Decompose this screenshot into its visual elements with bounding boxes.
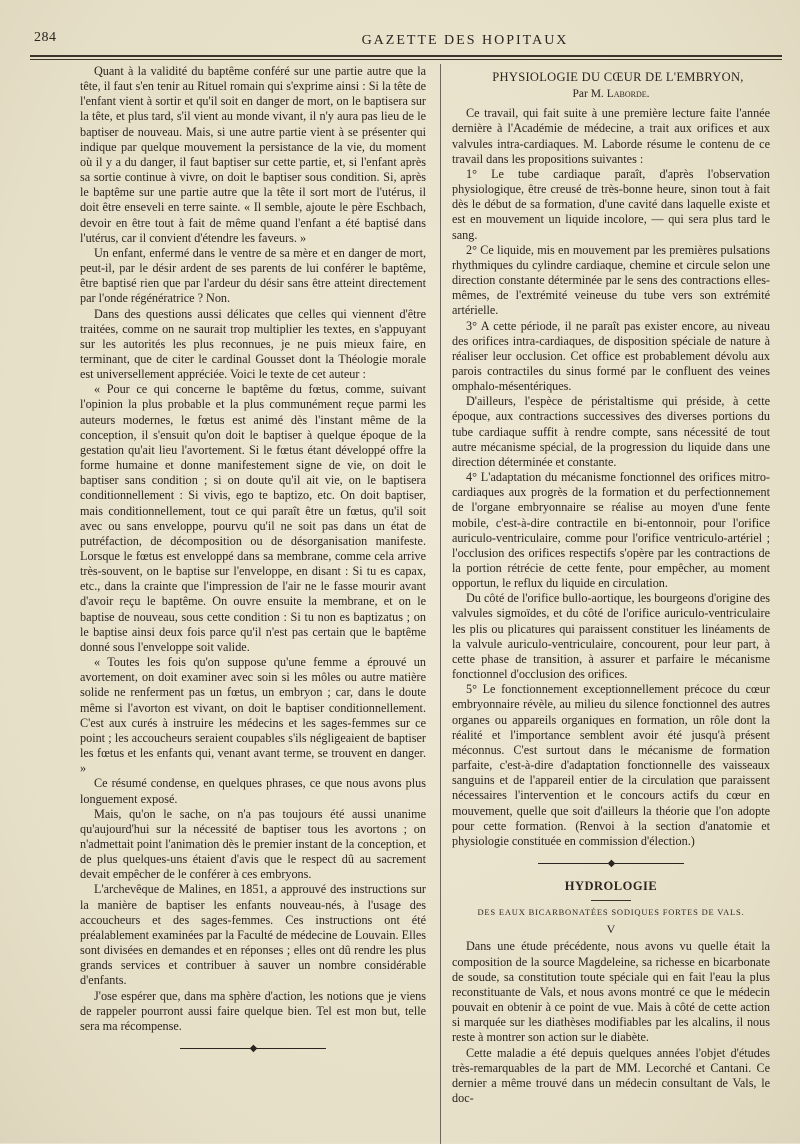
left-paragraph-9: J'ose espérer que, dans ma sphère d'action, les notions que je viens de rappeler pourront aussi faire quelque bien. Tel est mon but, telle sera ma récompense.: [80, 988, 426, 1033]
hydrology-subtitle: DES EAUX BICARBONATÉES SODIQUES FORTES DE VALS.: [477, 907, 745, 918]
right-column: [452, 70, 770, 1106]
hydrology-short-rule: [591, 900, 631, 901]
physiology-paragraph-8: 5° Le fonctionnement exceptionnellement précoce du cœur embryonnaire révèle, au milieu du silence fonctionnel des autres organes ou appareils organiques en formation, un rôle dont la réalité et l'importance semblent avoir été jusqu'à présent méconnus. C'est surtout dans le mécanisme de formation parfaite, c'est-à-dire d'adaptation fonctionnelle des vaisseaux sanguins et de l'appareil entier de la circulation que paraissent nécessaires l'intervention et le concours actifs du cœur en mouvement, quelle que soit d'ailleurs la théorie que l'on adopte pour cette formation. (Renvoi à la section d'anatomie et physiologie constituée en commission d'élection.): [452, 682, 770, 848]
hydrology-paragraph-1: Dans une étude précédente, nous avons vu quelle était la composition de la source Magdeleine, sa richesse en bicarbonate de soude, sa constitution toute spéciale qui en fait l'eau la plus reconstituante de Vals, et nous avons montré ce que le médecin pouvait en obtenir à ce point de vue. Mais à côté de cette action si marquée sur les diathèses modifiables par les alcalins, il nous reste à montrer son action sur le diabète.: [452, 939, 770, 1045]
physiology-paragraph-7: Du côté de l'orifice bullo-aortique, les bourgeons d'origine des valvules sigmoïdes, et du côté de l'orifice auriculo-ventriculaire les plis ou plicatures qui paraissent constituer les linéaments de la valvule auriculo-ventriculaire, concourent, pour leur part, à cette phase de transition, à assurer et parfaire le mécanisme fonctionnel d'occlusion des orifices.: [452, 591, 770, 682]
physiology-paragraph-4: 3° A cette période, il ne paraît pas exister encore, au niveau des orifices intra-cardiaques, de disposition spéciale de nature à réaliser leur occlusion. Cet office est probablement dévolu aux parois contractiles du sinus formé par le confluent des veines omphalo-mésentériques.: [452, 318, 770, 394]
physiology-paragraph-6: 4° L'adaptation du mécanisme fonctionnel des orifices mitro-cardiaques aux progrès de la formation et du perfectionnement de l'organe embryonnaire se réalise au moyen d'une fente mobile, c'est-à-dire contractile en bi-entonnoir, pour l'orifice auriculo-ventriculaire, comme pour l'orifice ventriculo-artériel ; l'occlusion des orifices respectifs s'opère par les contractions de la portion rétrécie de cette fente, pour empêcher, au moment opportun, le reflux du liquide en circulation.: [452, 470, 770, 591]
hydrology-part-numeral: V: [606, 922, 616, 937]
left-paragraph-1: Quant à la validité du baptême conféré sur une partie autre que la tête, il faut s'en tenir au Rituel romain qui s'exprime ainsi : Si la tête de l'enfant vient à sortir et qu'il soit en danger de mort, on le baptisera sur la tête, et plus tard, s'il vient au monde vivant, il n'y aura pas lieu de le baptiser de nouveau. Mais, si une autre partie vient à se présenter qui indique par quelque mouvement la persistance de la vie, du moment où il y a du danger, il faut baptiser sur cette partie, et, si l'enfant après sa sortie continue à vivre, on doit le baptiser sous condition. Si, après le baptême sur une partie autre que la tête il sort mort de l'utérus, il doit être enseveli en terre sainte. « Il semble, ajoute le père Eschbach, devoir en être tout à fait de même quand l'enfant a été baptisé dans l'utérus, car il convient d'étendre les faveurs. »: [80, 64, 426, 245]
journal-title: GAZETTE DES HOPITAUX: [361, 33, 569, 48]
left-column: [80, 64, 426, 1064]
physiology-paragraph-5: D'ailleurs, l'espèce de péristaltisme qui préside, à cette époque, aux contractions successives des diverses portions du tube cardiaque suffit à rendre compte, sans nécessité de tout autre mécanisme spécial, de la progression du liquide dans une direction déterminée et constante.: [452, 394, 770, 469]
physiology-section-title: PHYSIOLOGIE DU CŒUR DE L'EMBRYON,: [492, 70, 744, 84]
left-paragraph-7: Mais, qu'on le sache, on n'a pas toujours été aussi unanime qu'aujourd'hui sur la nécessité de baptiser tous les avortons ; on n'admettait point l'animation dès le premier instant de la conception, et de plus quelques-uns étaient d'avis que le respect dû au sacrement devait empêcher de le conférer à ces embryons.: [80, 806, 426, 882]
header-rule: [30, 55, 782, 57]
left-paragraph-3: Dans des questions aussi délicates que celles qui viennent d'être traitées, comme on ne saurait trop multiplier les textes, en s'appuyant sur les autorités les plus reconnues, je ne puis mieux faire, en terminant, que de citer le cardinal Gousset dont la Théologie morale est universellement appréciée. Voici le texte de cet auteur :: [80, 306, 426, 382]
section-separator-ornament: ◆: [452, 859, 770, 869]
physiology-byline: [452, 87, 770, 102]
byline-author: Laborde.: [606, 88, 650, 101]
physiology-paragraph-1: Ce travail, qui fait suite à une première lecture faite l'année dernière à l'Académie de médecine, a trait aux orifices et aux valvules intra-cardiaques. M. Laborde résume le contenu de ce travail dans les propositions suivantes :: [452, 106, 770, 166]
physiology-paragraph-2: 1° Le tube cardiaque paraît, d'après l'observation physiologique, être creusé de très-bonne heure, sinon tout à fait dès le début de sa formation, d'une cavité dans laquelle existe et est en mouvement un liquide incolore, — qui sera plus tard le sang.: [452, 166, 770, 242]
header-rule-thin: [30, 59, 782, 60]
physiology-paragraph-3: 2° Ce liquide, mis en mouvement par les premières pulsations rhythmiques du cylindre cardiaque, chemine et circule selon une direction constante déterminée par le sens des contractions elles-mêmes, de l'extrémité veineuse du tube vers son extrémité artérielle.: [452, 242, 770, 318]
left-paragraph-5: « Toutes les fois qu'on suppose qu'une femme a éprouvé un avortement, on doit examiner avec soin si les môles ou autre matière solide ne renferment pas un fœtus, un embryon ; car, dans le doute même si l'avorton est vivant, on doit le baptiser conditionnellement. C'est aux curés à instruire les médecins et les sages-femmes sur ce point ; les accoucheurs seraient coupables s'ils négligeaient de baptiser les fœtus et les enfants qui, venant avant terme, se trouvent en danger. »: [80, 655, 426, 776]
hydrology-paragraph-2: Cette maladie a été depuis quelques années l'objet d'études très-remarquables de la part de MM. Lecorché et Cantani. Ce dernier a même trouvé dans un médecin consultant de Vals, le doc-: [452, 1045, 770, 1105]
page-number: 284: [34, 30, 57, 45]
left-paragraph-4: « Pour ce qui concerne le baptême du fœtus, comme, suivant l'opinion la plus probable et la plus communément reçue parmi les auteurs modernes, le fœtus est animé dès l'instant même de la conception, il s'ensuit qu'on doit le baptiser à quelque époque de la gestation qu'ait lieu l'avortement. Si le fœtus étant développé offre la forme humaine et donne manifestement signe de vie, on doit le baptiser sans condition ; si on doute qu'il ait vie, on le baptisera conditionnellement : Si vivis, ego te baptizo, etc. On doit baptiser, mais conditionnellement, tout ce qui paraît être un fœtus, qu'il soit avec ou sans enveloppe, pourvu qu'il ne soit pas dans un état de putréfaction, de décomposition ou de désorganisation manifeste. Lorsque le fœtus est enveloppé dans sa membrane, comme cela arrive très-souvent, on le baptise sur l'enveloppe, en disant : Si tu es capax, etc., dans la crainte que l'impression de l'air ne le fasse mourir avant d'avoir reçu le baptême. On ouvre ensuite la membrane, et on le baptise de nouveau, sous cette condition : Si tu non es baptizatus ; on le baptise ainsi deux fois parce qu'il n'est pas certain que le baptême donné sous l'enveloppe soit valide.: [80, 382, 426, 654]
hydrology-section-title: HYDROLOGIE: [564, 878, 658, 893]
left-end-ornament: ◆: [80, 1044, 426, 1054]
column-divider: [440, 64, 441, 1144]
left-paragraph-6: Ce résumé condense, en quelques phrases, ce que nous avons plus longuement exposé.: [80, 776, 426, 806]
byline-prefix: Par M.: [572, 88, 607, 101]
left-paragraph-2: Un enfant, enfermé dans le ventre de sa mère et en danger de mort, peut-il, par le désir ardent de ses parents de lui conférer le baptême, être baptisé rien que par l'ardeur du désir sans être atteint directement par l'onde régénératrice ? Non.: [80, 245, 426, 306]
left-paragraph-8: L'archevêque de Malines, en 1851, a approuvé des instructions sur la manière de baptiser les enfants nouveau-nés, à l'usage des accoucheurs et des sages-femmes. Ces instructions ont été préalablement examinées par la Faculté de médecine de Louvain. Elles sont divisées en demandes et en réponses ; elles ont dû rendre les plus grands services et contribuer à sauver un nombre considérable d'enfants.: [80, 882, 426, 988]
